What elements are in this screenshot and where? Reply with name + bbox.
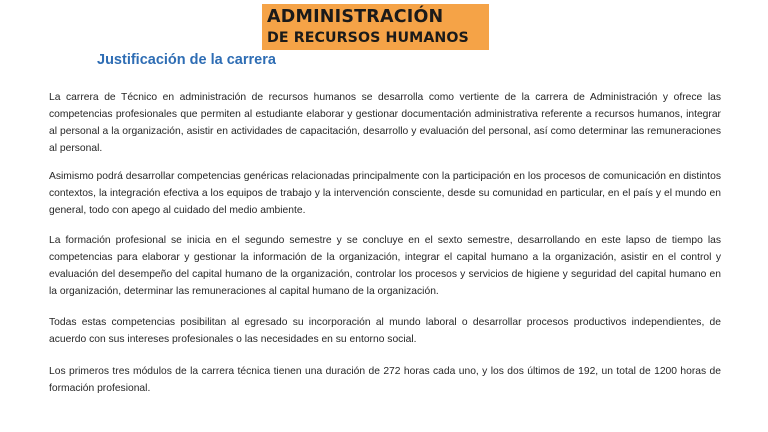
paragraph-generic-competencies: Asimismo podrá desarrollar competencias genéricas relacionadas principalmente con la participación en los procesos de comunicación en distintos contextos, la integración efectiva a los equipos de trabajo y la intervención consciente, desde su comunidad en particular, en el país y el mundo en general, todo con apego al cuidado del medio ambiente. (49, 171, 721, 216)
paragraph-professional-training: La formación profesional se inicia en el segundo semestre y se concluye en el sexto semestre, desarrollando en este lapso de tiempo las competencias para elaborar y gestionar la información de la organización, integrar el capital humano a la organización, asistir en el control y evaluación del desempeño del capital humano de la organización, controlar los procesos y servicios de higiene y seguridad del capital humano en la organización, determinar las remuneraciones al capital humano de la organización. (49, 235, 721, 297)
paragraph-graduate-outcomes: Todas estas competencias posibilitan al egresado su incorporación al mundo laboral o desarrollar procesos productivos independientes, de acuerdo con sus intereses profesionales o las necesidades en su entorno social. (49, 317, 721, 345)
section-title: Justificación de la carrera (97, 52, 276, 68)
paragraph-module-hours: Los primeros tres módulos de la carrera técnica tienen una duración de 272 horas cada uno, y los dos últimos de 192, un total de 1200 horas de formación profesional. (49, 366, 721, 394)
banner-title-line2: DE RECURSOS HUMANOS (267, 30, 469, 46)
title-banner (262, 4, 489, 50)
paragraph-intro: La carrera de Técnico en administración de recursos humanos se desarrolla como vertiente de la carrera de Administración y ofrece las competencias profesionales que permiten al estudiante elaborar y gestionar documentación administrativa referente a recursos humanos, integrar al personal a la organización, asistir en actividades de capacitación, desarrollo y evaluación del personal, así como determinar las remuneraciones al personal. (49, 92, 721, 154)
banner-title-line1: ADMINISTRACIÓN (267, 7, 444, 27)
